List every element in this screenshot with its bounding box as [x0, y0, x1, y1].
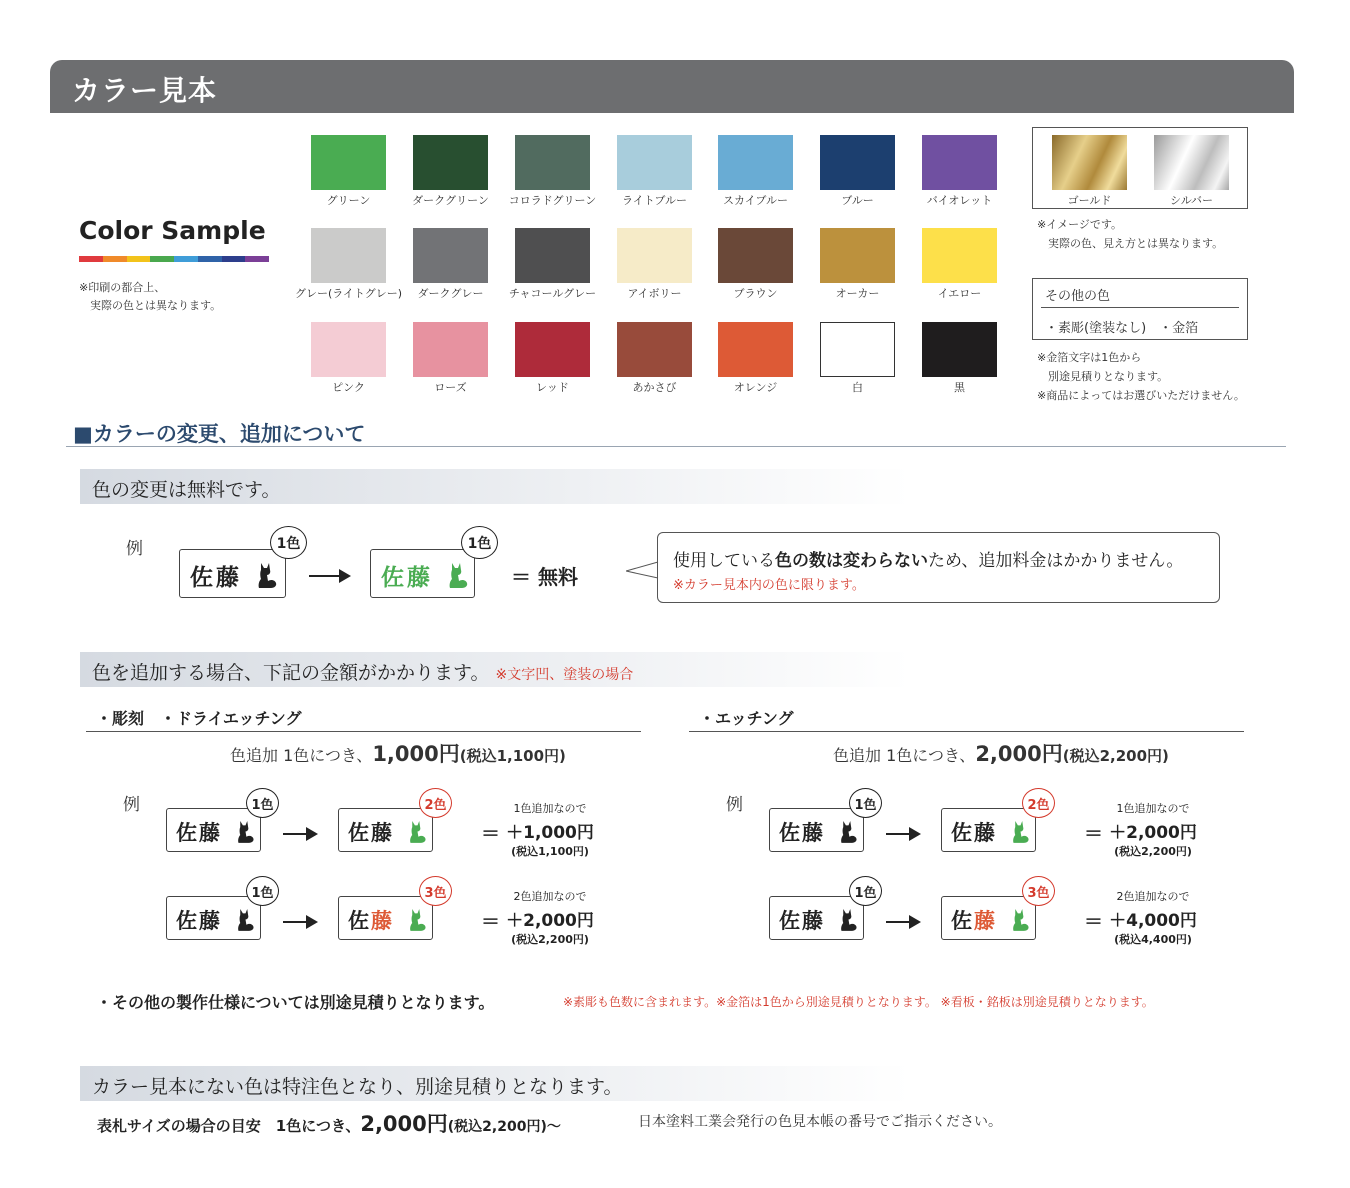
color-swatch	[508, 135, 597, 207]
cat-icon	[838, 907, 859, 932]
swatch-chip	[617, 135, 692, 190]
swatch-chip	[311, 322, 386, 377]
callout-note: ※カラー見本内の色に限ります。	[673, 578, 865, 593]
equals-sign: ＝	[1084, 911, 1104, 933]
swatch-label: ローズ	[434, 381, 467, 394]
nameplate-text: 佐藤	[381, 565, 433, 591]
column-heading: ・彫刻 ・ドライエッチング	[96, 709, 302, 728]
rainbow-segment	[127, 256, 151, 262]
added-cost	[1103, 800, 1203, 859]
swatch-chip	[922, 228, 997, 283]
rainbow-segment	[198, 256, 222, 262]
cat-icon	[838, 819, 859, 844]
rainbow-segment	[103, 256, 127, 262]
nameplate-text	[779, 905, 825, 935]
added-cost	[1103, 888, 1203, 947]
arrow-icon	[886, 921, 919, 923]
price-prefix: 色追加 1色につき、	[230, 746, 373, 765]
swatch-label: 黒	[954, 381, 965, 394]
swatch-chip	[413, 228, 488, 283]
equals-sign: ＝	[481, 911, 501, 933]
color-count-bubble: 1色	[849, 788, 882, 818]
color-swatch	[311, 135, 386, 207]
cost-tax: (税込2,200円)	[1114, 845, 1192, 858]
added-cost	[500, 800, 600, 859]
nameplate-before	[179, 549, 286, 598]
cat-icon	[235, 819, 256, 844]
color-swatch	[718, 135, 793, 207]
color-swatch	[922, 322, 997, 394]
cat-icon	[446, 561, 470, 589]
other-colors-title: その他の色	[1045, 289, 1111, 304]
band-text: カラー見本にない色は特注色となり、別途見積りとなります。	[92, 1076, 623, 1098]
swatch-label: 白	[852, 381, 863, 394]
name-char: 藤	[371, 821, 394, 845]
nameplate	[941, 896, 1036, 940]
name-char: 佐	[176, 821, 199, 845]
name-char: 藤	[974, 909, 997, 933]
nameplate-text	[348, 905, 394, 935]
metal-note: ※イメージです。 実際の色、見え方とは異なります。	[1037, 218, 1224, 250]
color-count-bubble: 2色	[419, 788, 452, 818]
swatch-chip	[413, 322, 488, 377]
column-heading: ・エッチング	[699, 709, 794, 728]
band-text: 色を追加する場合、下記の金額がかかります。 ※文字凹、塗装の場合	[92, 662, 634, 684]
price-tax: (税込1,100円)	[459, 747, 566, 765]
color-swatch	[820, 228, 895, 300]
swatch-chip	[515, 322, 590, 377]
cost-reason: 1色追加なので	[513, 802, 587, 815]
cost-reason: 1色追加なので	[1116, 802, 1190, 815]
nameplate	[338, 808, 433, 852]
swatch-chip	[820, 228, 895, 283]
nameplate-text	[348, 817, 394, 847]
cat-icon	[235, 907, 256, 932]
heading-divider	[689, 731, 1244, 732]
rainbow-segment	[222, 256, 246, 262]
swatch-label: イエロー	[937, 287, 982, 300]
band-color-change	[80, 469, 910, 504]
swatch-gold	[1052, 135, 1127, 207]
price-tax: (税込2,200円)	[1062, 747, 1169, 765]
arrow-icon	[886, 833, 919, 835]
swatch-chip	[718, 322, 793, 377]
band-special-color	[80, 1066, 910, 1101]
rainbow-segment	[150, 256, 174, 262]
swatch-label: ダークグレー	[417, 287, 484, 300]
section-title: ■カラーの変更、追加について	[73, 422, 366, 446]
color-swatch	[412, 135, 489, 207]
arrow-icon	[283, 921, 316, 923]
name-char: 藤	[802, 909, 825, 933]
swatch-label: ゴールド	[1067, 194, 1112, 207]
name-char: 佐	[779, 821, 802, 845]
example-label: 例	[126, 539, 143, 559]
equals-sign: ＝	[481, 823, 501, 845]
color-swatch	[515, 322, 590, 394]
color-swatch	[617, 322, 692, 394]
equals-sign: ＝	[1084, 823, 1104, 845]
name-char: 佐	[951, 821, 974, 845]
band-color-add	[80, 652, 910, 687]
color-swatch	[294, 228, 403, 300]
result-free: ＝ 無料	[511, 565, 578, 589]
rainbow-segment	[245, 256, 269, 262]
swatch-chip	[820, 322, 895, 377]
nameplate	[769, 896, 864, 940]
other-colors-items: ・素彫(塗装なし) ・金箔	[1045, 321, 1199, 336]
name-char: 藤	[199, 909, 222, 933]
divider	[1041, 307, 1239, 308]
callout-box	[657, 532, 1220, 603]
added-cost	[500, 888, 600, 947]
cost-amount: ＋2,000円	[1109, 823, 1197, 843]
swatch-chip	[718, 228, 793, 283]
swatch-chip	[413, 135, 488, 190]
price-amount: 2,000円	[975, 742, 1063, 766]
color-swatch	[820, 135, 895, 207]
swatch-chip	[718, 135, 793, 190]
swatch-chip	[311, 228, 386, 283]
color-swatch	[922, 135, 997, 207]
special-instruction: 日本塗料工業会発行の色見本帳の番号でご指示ください。	[638, 1114, 1002, 1130]
metal-swatch-box	[1032, 127, 1248, 209]
swatch-label: ライトブルー	[622, 194, 687, 207]
nameplate-text	[779, 817, 825, 847]
swatch-label: あかさび	[632, 381, 677, 394]
name-char: 佐	[951, 909, 974, 933]
name-char: 佐	[348, 909, 371, 933]
section-divider	[66, 446, 1286, 447]
swatch-chip	[617, 322, 692, 377]
swatch-label: ダークグリーン	[412, 194, 489, 207]
swatch-label: スカイブルー	[723, 194, 788, 207]
cost-amount: ＋1,000円	[506, 823, 594, 843]
nameplate-text	[176, 905, 222, 935]
swatch-label: レッド	[536, 381, 569, 394]
price-per-color	[230, 738, 566, 768]
cat-icon	[1010, 907, 1031, 932]
color-swatch	[922, 228, 997, 300]
swatch-label: ピンク	[332, 381, 365, 394]
color-swatch	[311, 322, 386, 394]
color-swatch	[413, 322, 488, 394]
nameplate-text	[176, 817, 222, 847]
color-count-bubble: 1色	[461, 526, 498, 559]
example-label: 例	[726, 795, 743, 815]
cost-tax: (税込4,400円)	[1114, 933, 1192, 946]
nameplate-text	[951, 817, 997, 847]
color-swatch	[820, 322, 895, 394]
name-char: 佐	[779, 909, 802, 933]
color-count-bubble: 1色	[270, 526, 307, 559]
foil-note: ※金箔文字は1色から 別途見積りとなります。 ※商品によってはお選びいただけません。	[1037, 351, 1245, 402]
swatch-label: シルバー	[1170, 194, 1213, 207]
swatch-chip	[515, 228, 590, 283]
swatch-chip	[820, 135, 895, 190]
color-count-bubble: 3色	[1022, 876, 1055, 906]
color-swatch	[508, 228, 597, 300]
page-header	[50, 60, 1294, 113]
color-swatch	[718, 228, 793, 300]
nameplate-text: 佐藤	[190, 565, 242, 591]
nameplate	[166, 896, 261, 940]
other-spec-note: ※素彫も色数に含まれます。※金箔は1色から別途見積りとなります。 ※看板・銘板は別途見積りとなります。	[563, 995, 1154, 1009]
cost-tax: (税込1,100円)	[511, 845, 589, 858]
color-count-bubble: 1色	[246, 788, 279, 818]
color-count-bubble: 1色	[246, 876, 279, 906]
swatch-chip	[922, 322, 997, 377]
gold-chip	[1052, 135, 1127, 190]
cat-icon	[1010, 819, 1031, 844]
silver-chip	[1154, 135, 1229, 190]
nameplate-after	[370, 549, 475, 598]
swatch-label: グレー(ライトグレー)	[294, 287, 403, 300]
swatch-label: アイボリー	[627, 287, 682, 300]
heading-divider	[86, 731, 641, 732]
swatch-chip	[515, 135, 590, 190]
rainbow-bar	[79, 256, 269, 262]
swatch-label: バイオレット	[926, 194, 993, 207]
arrow-icon	[309, 575, 349, 577]
swatch-chip	[311, 135, 386, 190]
swatch-silver	[1154, 135, 1229, 207]
cat-icon	[255, 561, 279, 589]
page-title: カラー見本	[72, 74, 218, 107]
cat-icon	[407, 819, 428, 844]
rainbow-segment	[174, 256, 198, 262]
cost-amount: ＋2,000円	[506, 911, 594, 931]
other-colors-box	[1032, 278, 1248, 340]
color-swatch	[413, 228, 488, 300]
name-char: 佐	[348, 821, 371, 845]
nameplate	[769, 808, 864, 852]
swatch-label: ブラウン	[733, 287, 778, 300]
cost-reason: 2色追加なので	[1116, 890, 1190, 903]
cost-reason: 2色追加なので	[513, 890, 587, 903]
rainbow-segment	[79, 256, 103, 262]
nameplate-text	[951, 905, 997, 935]
name-char: 藤	[371, 909, 394, 933]
swatch-label: ブルー	[841, 194, 874, 207]
name-char: 佐	[176, 909, 199, 933]
special-guide: 表札サイズの場合の目安 1色につき、2,000円(税込2,200円)～	[97, 1112, 561, 1136]
example-label: 例	[123, 795, 140, 815]
nameplate	[338, 896, 433, 940]
arrow-icon	[283, 833, 316, 835]
swatch-chip	[922, 135, 997, 190]
color-sample-title: Color Sample	[79, 216, 266, 245]
price-prefix: 色追加 1色につき、	[833, 746, 976, 765]
band-text: 色の変更は無料です。	[92, 479, 281, 501]
price-amount: 1,000円	[372, 742, 460, 766]
swatch-chip	[617, 228, 692, 283]
color-count-bubble: 2色	[1022, 788, 1055, 818]
swatch-label: オーカー	[835, 287, 880, 300]
swatch-label: チャコールグレー	[508, 287, 597, 300]
name-char: 藤	[802, 821, 825, 845]
nameplate	[166, 808, 261, 852]
cost-tax: (税込2,200円)	[511, 933, 589, 946]
cat-icon	[407, 907, 428, 932]
cost-amount: ＋4,000円	[1109, 911, 1197, 931]
color-swatch	[617, 228, 692, 300]
callout-tail	[626, 560, 660, 582]
name-char: 藤	[974, 821, 997, 845]
other-spec-text: ・その他の製作仕様については別途見積りとなります。	[96, 993, 495, 1012]
color-swatch	[617, 135, 692, 207]
swatch-label: グリーン	[326, 194, 371, 207]
color-count-bubble: 3色	[419, 876, 452, 906]
nameplate	[941, 808, 1036, 852]
color-count-bubble: 1色	[849, 876, 882, 906]
swatch-label: コロラドグリーン	[508, 194, 597, 207]
swatch-label: オレンジ	[733, 381, 778, 394]
name-char: 藤	[199, 821, 222, 845]
color-swatch	[718, 322, 793, 394]
color-sample-note: ※印刷の都合上、 実際の色とは異なります。	[79, 281, 222, 312]
callout-text: 使用している色の数は変わらないため、追加料金はかかりません。	[673, 551, 1184, 571]
price-per-color	[833, 738, 1169, 768]
